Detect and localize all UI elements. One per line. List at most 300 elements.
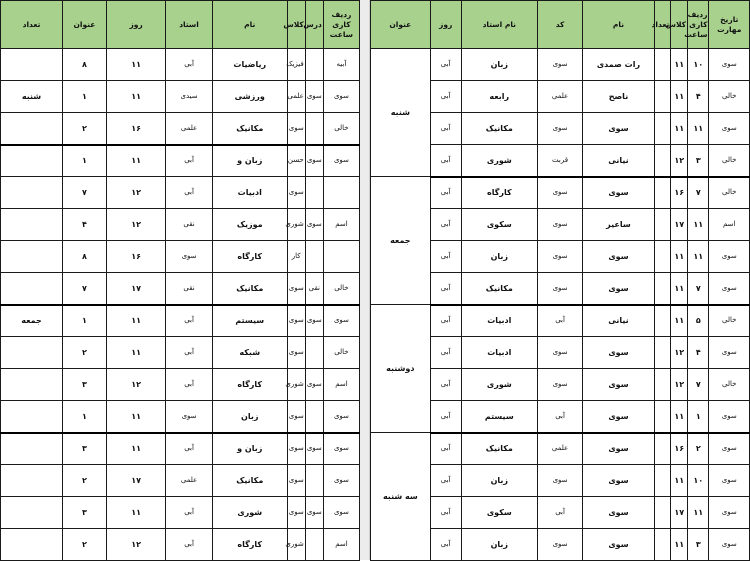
right-header-cell: کلاس: [671, 1, 688, 49]
table-row: [371, 177, 750, 209]
cell-day: [1, 177, 63, 209]
cell-time: ۳: [63, 433, 107, 465]
cell-teacher: نقی: [166, 273, 212, 305]
cell-room: سوی: [305, 497, 323, 529]
cell-room: سوی: [305, 145, 323, 177]
cell-label: سوی: [323, 433, 359, 465]
cell-status: سوی: [709, 113, 750, 145]
left-header-cell: تعداد: [1, 1, 63, 49]
cell-status: سوی: [709, 433, 750, 465]
cell-index: ۱۱: [688, 209, 709, 241]
cell-code: ۱۱: [106, 145, 165, 177]
cell-class: ۱۱: [671, 465, 688, 497]
cell-course: زبان: [212, 401, 287, 433]
right-header-cell: تعداد: [654, 1, 671, 49]
right-header-row: [371, 1, 750, 49]
cell-time: ۲: [63, 529, 107, 561]
cell-name: ساعیر: [583, 209, 655, 241]
right-header-cell: ردیف کاری ساعت: [688, 1, 709, 49]
cell-teacher: مکانیک: [461, 273, 537, 305]
cell-teacher: آبی: [166, 369, 212, 401]
cell-title: آبی: [430, 145, 461, 177]
cell-code: سوی: [537, 49, 582, 81]
table-row: [1, 529, 360, 561]
cell-index: ۵: [688, 305, 709, 337]
cell-label: خالی: [323, 337, 359, 369]
cell-day-group: سه شنبه: [371, 433, 431, 561]
cell-code: سوی: [537, 209, 582, 241]
cell-teacher: زبان: [461, 241, 537, 273]
cell-code: ۱۶: [106, 241, 165, 273]
cell-day-group: جمعه: [371, 177, 431, 305]
cell-teacher: آبی: [166, 177, 212, 209]
cell-code: سوی: [537, 465, 582, 497]
cell-course: مکانیک: [212, 465, 287, 497]
cell-count: [654, 529, 671, 561]
cell-code: ۱۱: [106, 433, 165, 465]
cell-day: [1, 145, 63, 177]
cell-course: مکانیک: [212, 273, 287, 305]
cell-class: ۱۱: [671, 529, 688, 561]
table-row: [1, 209, 360, 241]
cell-teacher: ادبیات: [461, 337, 537, 369]
cell-count: [654, 497, 671, 529]
cell-status: خالی: [709, 81, 750, 113]
cell-day: [1, 113, 63, 145]
table-row: [1, 465, 360, 497]
cell-status: خالی: [709, 145, 750, 177]
cell-time: ۷: [63, 177, 107, 209]
right-schedule-table: [370, 0, 750, 561]
cell-count: [654, 433, 671, 465]
cell-name: نیانی: [583, 305, 655, 337]
cell-time: ۳: [63, 369, 107, 401]
table-row: [371, 49, 750, 81]
cell-day: [1, 369, 63, 401]
cell-code: ۱۶: [106, 113, 165, 145]
cell-name: سوی: [583, 241, 655, 273]
left-header-cell: درس: [305, 1, 323, 49]
cell-code: ۱۱: [106, 337, 165, 369]
left-schedule-table: [0, 0, 360, 561]
cell-class: ۱۱: [671, 241, 688, 273]
cell-place: سوی: [287, 497, 305, 529]
cell-teacher: ادبیات: [461, 305, 537, 337]
cell-day-group: شنبه: [371, 49, 431, 177]
table-row: [1, 49, 360, 81]
cell-index: ۱۱: [688, 113, 709, 145]
cell-course: سیستم: [212, 305, 287, 337]
cell-time: ۴: [63, 209, 107, 241]
cell-count: [654, 241, 671, 273]
table-row: [1, 433, 360, 465]
cell-class: ۱۱: [671, 273, 688, 305]
cell-course: کارگاه: [212, 369, 287, 401]
cell-time: ۱: [63, 81, 107, 113]
cell-place: سوی: [287, 433, 305, 465]
cell-room: [305, 529, 323, 561]
cell-teacher: علمی: [166, 465, 212, 497]
cell-index: ۱۱: [688, 497, 709, 529]
cell-index: ۱۱: [688, 241, 709, 273]
cell-place: شوری: [287, 369, 305, 401]
cell-time: ۷: [63, 273, 107, 305]
cell-time: ۸: [63, 49, 107, 81]
cell-name: سوی: [583, 337, 655, 369]
cell-day: [1, 337, 63, 369]
left-header-cell: نام: [212, 1, 287, 49]
cell-class: ۱۱: [671, 305, 688, 337]
cell-class: ۱۷: [671, 209, 688, 241]
cell-place: سوی: [287, 305, 305, 337]
table-row: [1, 177, 360, 209]
cell-status: سوی: [709, 401, 750, 433]
cell-day: [1, 465, 63, 497]
cell-class: ۱۲: [671, 145, 688, 177]
cell-day: جمعه: [1, 305, 63, 337]
cell-label: سوی: [323, 497, 359, 529]
cell-teacher: مکانیک: [461, 433, 537, 465]
cell-count: [654, 49, 671, 81]
cell-teacher: شوری: [461, 145, 537, 177]
cell-teacher: سوی: [166, 241, 212, 273]
cell-label: [323, 177, 359, 209]
right-header-cell: نام: [583, 1, 655, 49]
cell-room: [305, 177, 323, 209]
cell-room: [305, 113, 323, 145]
cell-count: [654, 305, 671, 337]
table-row: [1, 145, 360, 177]
table-row: [1, 401, 360, 433]
cell-label: سوی: [323, 401, 359, 433]
cell-time: ۲: [63, 113, 107, 145]
cell-count: [654, 81, 671, 113]
cell-code: ۱۷: [106, 465, 165, 497]
cell-place: سوی: [287, 465, 305, 497]
cell-room: [305, 49, 323, 81]
cell-title: آبی: [430, 337, 461, 369]
cell-teacher: آبی: [166, 433, 212, 465]
cell-label: خالی: [323, 113, 359, 145]
cell-label: [323, 241, 359, 273]
cell-label: سوی: [323, 465, 359, 497]
cell-time: ۱: [63, 145, 107, 177]
cell-index: ۷: [688, 273, 709, 305]
cell-room: نقی: [305, 273, 323, 305]
cell-teacher: زبان: [461, 529, 537, 561]
cell-teacher: رابعه: [461, 81, 537, 113]
cell-course: شبکه: [212, 337, 287, 369]
cell-title: آبی: [430, 49, 461, 81]
cell-teacher: سیستم: [461, 401, 537, 433]
cell-room: [305, 337, 323, 369]
cell-room: [305, 465, 323, 497]
table-row: [1, 241, 360, 273]
cell-room: سوی: [305, 305, 323, 337]
cell-label: آبیه: [323, 49, 359, 81]
cell-place: حسن: [287, 145, 305, 177]
cell-class: ۱۱: [671, 401, 688, 433]
cell-title: آبی: [430, 113, 461, 145]
cell-teacher: کارگاه: [461, 177, 537, 209]
cell-count: [654, 369, 671, 401]
left-header-cell: عنوان: [63, 1, 107, 49]
cell-code: سوی: [537, 177, 582, 209]
cell-code: آبی: [537, 401, 582, 433]
cell-count: [654, 113, 671, 145]
cell-index: ۱۰: [688, 465, 709, 497]
cell-room: سوی: [305, 209, 323, 241]
table-row: [1, 113, 360, 145]
cell-day-group: دوشنبه: [371, 305, 431, 433]
cell-place: شوری: [287, 529, 305, 561]
cell-teacher: سوی: [166, 401, 212, 433]
cell-code: ۱۱: [106, 401, 165, 433]
left-header-cell: استاد: [166, 1, 212, 49]
cell-title: آبی: [430, 305, 461, 337]
cell-index: ۷: [688, 177, 709, 209]
cell-teacher: سیدی: [166, 81, 212, 113]
cell-name: سوی: [583, 433, 655, 465]
table-row: [1, 369, 360, 401]
cell-code: ۱۱: [106, 497, 165, 529]
cell-name: ناصح: [583, 81, 655, 113]
cell-label: سوی: [323, 305, 359, 337]
cell-class: ۱۲: [671, 369, 688, 401]
cell-index: ۷: [688, 369, 709, 401]
cell-status: خالی: [709, 305, 750, 337]
cell-place: سوی: [287, 273, 305, 305]
left-table-body: [1, 49, 360, 561]
cell-name: سوی: [583, 529, 655, 561]
cell-place: سوی: [287, 401, 305, 433]
right-header-cell: روز: [430, 1, 461, 49]
cell-day: [1, 273, 63, 305]
cell-class: ۱۲: [671, 337, 688, 369]
table-row: [1, 337, 360, 369]
cell-status: سوی: [709, 465, 750, 497]
cell-place: سوی: [287, 337, 305, 369]
cell-teacher: زبان: [461, 465, 537, 497]
cell-place: سوی: [287, 177, 305, 209]
cell-room: سوی: [305, 369, 323, 401]
cell-code: سوی: [537, 337, 582, 369]
cell-title: آبی: [430, 497, 461, 529]
cell-teacher: مکانیک: [461, 113, 537, 145]
cell-teacher: آبی: [166, 145, 212, 177]
right-schedule-page: [369, 0, 750, 560]
cell-status: اسم: [709, 209, 750, 241]
cell-name: سوی: [583, 401, 655, 433]
right-table-body: [371, 49, 750, 561]
right-header-cell: کد: [537, 1, 582, 49]
cell-status: سوی: [709, 497, 750, 529]
cell-title: آبی: [430, 369, 461, 401]
cell-code: علمی: [537, 81, 582, 113]
cell-status: سوی: [709, 49, 750, 81]
cell-time: ۱: [63, 305, 107, 337]
cell-code: ۱۲: [106, 209, 165, 241]
cell-title: آبی: [430, 433, 461, 465]
cell-title: آبی: [430, 241, 461, 273]
cell-count: [654, 337, 671, 369]
cell-code: ۱۲: [106, 177, 165, 209]
cell-teacher: علمی: [166, 113, 212, 145]
cell-teacher: آبی: [166, 529, 212, 561]
cell-status: سوی: [709, 529, 750, 561]
right-header-cell: نام استاد: [461, 1, 537, 49]
cell-code: سوی: [537, 369, 582, 401]
cell-teacher: زبان: [461, 49, 537, 81]
cell-time: ۱: [63, 401, 107, 433]
left-header-cell: روز: [106, 1, 165, 49]
cell-day: [1, 49, 63, 81]
cell-name: سوی: [583, 497, 655, 529]
cell-code: ۱۱: [106, 81, 165, 113]
cell-title: آبی: [430, 177, 461, 209]
cell-name: سوی: [583, 465, 655, 497]
cell-course: ادبیات: [212, 177, 287, 209]
table-row: [371, 433, 750, 465]
table-row: [1, 273, 360, 305]
cell-room: [305, 401, 323, 433]
cell-title: آبی: [430, 273, 461, 305]
cell-class: ۱۶: [671, 433, 688, 465]
cell-day: شنبه: [1, 81, 63, 113]
left-header-row: [1, 1, 360, 49]
cell-teacher: آبی: [166, 49, 212, 81]
cell-status: خالی: [709, 369, 750, 401]
table-row: [1, 81, 360, 113]
cell-time: ۲: [63, 465, 107, 497]
cell-room: سوی: [305, 433, 323, 465]
cell-place: فیزیک: [287, 49, 305, 81]
cell-name: نیانی: [583, 145, 655, 177]
cell-day: [1, 241, 63, 273]
cell-teacher: آبی: [166, 305, 212, 337]
cell-status: سوی: [709, 337, 750, 369]
cell-index: ۳: [688, 145, 709, 177]
cell-teacher: نقی: [166, 209, 212, 241]
cell-course: شوری: [212, 497, 287, 529]
cell-status: سوی: [709, 273, 750, 305]
cell-title: آبی: [430, 401, 461, 433]
cell-code: سوی: [537, 273, 582, 305]
cell-label: سوی: [323, 145, 359, 177]
cell-code: قربت: [537, 145, 582, 177]
cell-status: سوی: [709, 241, 750, 273]
cell-count: [654, 145, 671, 177]
cell-class: ۱۶: [671, 177, 688, 209]
cell-count: [654, 273, 671, 305]
cell-place: سوی: [287, 113, 305, 145]
cell-status: خالی: [709, 177, 750, 209]
cell-course: ریاضیات: [212, 49, 287, 81]
cell-class: ۱۱: [671, 49, 688, 81]
cell-day: [1, 433, 63, 465]
cell-class: ۱۱: [671, 113, 688, 145]
cell-class: ۱۱: [671, 81, 688, 113]
cell-time: ۳: [63, 497, 107, 529]
cell-title: آبی: [430, 81, 461, 113]
cell-teacher: آبی: [166, 337, 212, 369]
cell-code: ۱۲: [106, 529, 165, 561]
cell-index: ۲: [688, 433, 709, 465]
cell-code: ۱۷: [106, 273, 165, 305]
cell-index: ۴: [688, 81, 709, 113]
cell-count: [654, 401, 671, 433]
cell-day: [1, 401, 63, 433]
cell-teacher: سکوی: [461, 209, 537, 241]
cell-name: سوی: [583, 113, 655, 145]
cell-day: [1, 209, 63, 241]
cell-name: رات صمدی: [583, 49, 655, 81]
cell-course: موزیک: [212, 209, 287, 241]
cell-course: کارگاه: [212, 529, 287, 561]
cell-course: زبان و: [212, 145, 287, 177]
cell-code: آبی: [537, 497, 582, 529]
cell-index: ۴: [688, 337, 709, 369]
cell-code: ۱۱: [106, 305, 165, 337]
cell-code: سوی: [537, 113, 582, 145]
left-header-cell: ردیف کاری ساعت: [323, 1, 359, 49]
cell-teacher: شوری: [461, 369, 537, 401]
cell-time: ۸: [63, 241, 107, 273]
cell-index: ۳: [688, 529, 709, 561]
cell-count: [654, 177, 671, 209]
cell-count: [654, 465, 671, 497]
cell-day: [1, 529, 63, 561]
cell-code: سوی: [537, 241, 582, 273]
cell-label: سوی: [323, 81, 359, 113]
table-row: [371, 305, 750, 337]
cell-code: ۱۱: [106, 49, 165, 81]
cell-label: اسم: [323, 369, 359, 401]
left-header-cell: کلاس: [287, 1, 305, 49]
cell-place: کار: [287, 241, 305, 273]
cell-teacher: سکوی: [461, 497, 537, 529]
table-row: [1, 497, 360, 529]
cell-code: سوی: [537, 529, 582, 561]
right-header-cell: تاریخ مهارت: [709, 1, 750, 49]
cell-label: خالی: [323, 273, 359, 305]
cell-title: آبی: [430, 465, 461, 497]
cell-count: [654, 209, 671, 241]
cell-time: ۲: [63, 337, 107, 369]
cell-title: آبی: [430, 529, 461, 561]
cell-name: سوی: [583, 177, 655, 209]
cell-class: ۱۷: [671, 497, 688, 529]
cell-label: اسم: [323, 209, 359, 241]
cell-index: ۱: [688, 401, 709, 433]
cell-name: سوی: [583, 273, 655, 305]
cell-teacher: آبی: [166, 497, 212, 529]
cell-room: سوی: [305, 81, 323, 113]
cell-name: سوی: [583, 369, 655, 401]
cell-code: ۱۲: [106, 369, 165, 401]
cell-code: آبی: [537, 305, 582, 337]
cell-title: آبی: [430, 209, 461, 241]
cell-room: [305, 241, 323, 273]
cell-course: مکانیک: [212, 113, 287, 145]
cell-label: اسم: [323, 529, 359, 561]
table-row: [1, 305, 360, 337]
cell-place: شوری: [287, 209, 305, 241]
cell-course: زبان و: [212, 433, 287, 465]
cell-course: ورزشی: [212, 81, 287, 113]
cell-index: ۱۰: [688, 49, 709, 81]
cell-code: علمی: [537, 433, 582, 465]
